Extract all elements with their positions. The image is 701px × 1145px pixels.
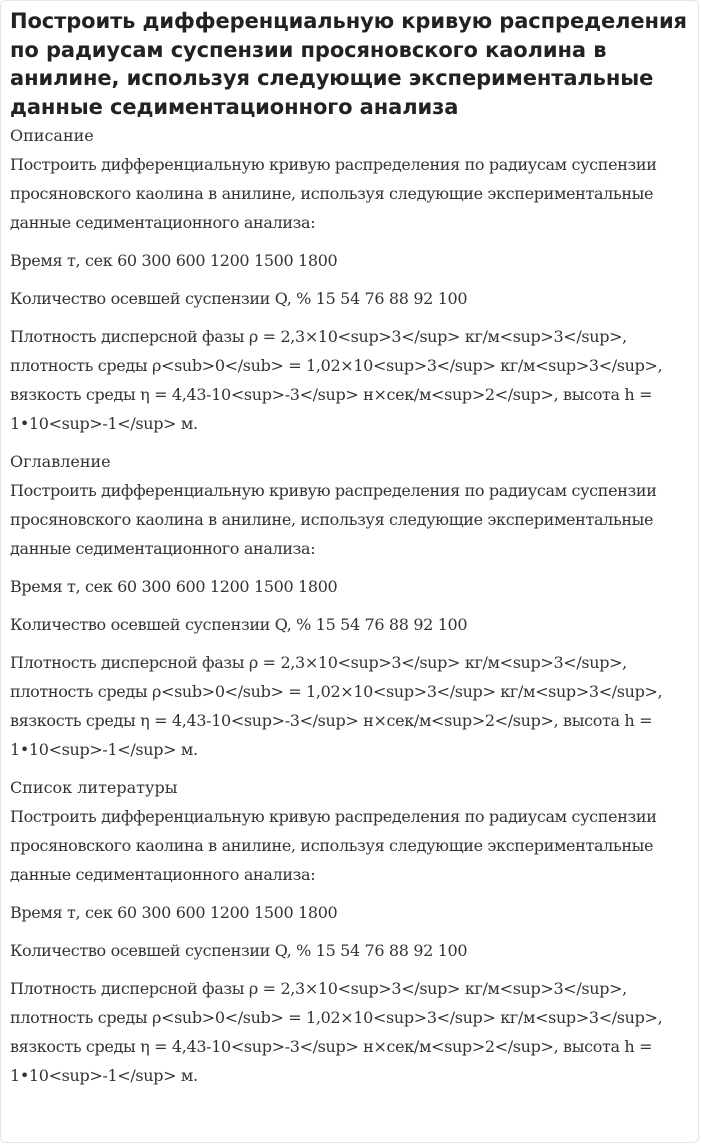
contents-paragraph-parameters: Плотность дисперсной фазы ρ = 2,3×10<sup>3</sup> кг/м<sup>3</sup>, плотность среды ρ<sub>0</sub> = 1,02×10<sup>3</sup> кг/м<sup>3</sup>, вязкость среды η = 4,43-10<sup>-3</sup> н×сек/м<sup>2</sup>, высота h = 1•10<sup>-1</sup> м.	[10, 653, 663, 759]
description-paragraph-quantity: Количество осевшей суспензии Q, % 15 54 76 88 92 100	[10, 289, 468, 308]
section-heading-description: Описание	[10, 126, 94, 145]
description-paragraph-time: Время т, сек 60 300 600 1200 1500 1800	[10, 251, 338, 270]
bibliography-paragraph-quantity: Количество осевшей суспензии Q, % 15 54 76 88 92 100	[10, 941, 468, 960]
section-heading-contents: Оглавление	[10, 452, 111, 471]
contents-paragraph-intro: Построить дифференциальную кривую распределения по радиусам суспензии просяновского каолина в анилине, используя следующие экспериментальные данные седиментационного анализа:	[10, 481, 657, 558]
page-title: Построить дифференциальную кривую распределения по радиусам суспензии просяновского каолина в анилине, используя следующие экспериментальные данные седиментационного анализа	[10, 9, 687, 119]
description-paragraph-intro: Построить дифференциальную кривую распределения по радиусам суспензии просяновского каолина в анилине, используя следующие экспериментальные данные седиментационного анализа:	[10, 155, 657, 232]
section-heading-bibliography: Список литературы	[10, 778, 178, 797]
contents-paragraph-quantity: Количество осевшей суспензии Q, % 15 54 76 88 92 100	[10, 615, 468, 634]
bibliography-paragraph-intro: Построить дифференциальную кривую распределения по радиусам суспензии просяновского каолина в анилине, используя следующие экспериментальные данные седиментационного анализа:	[10, 807, 657, 884]
bibliography-paragraph-parameters: Плотность дисперсной фазы ρ = 2,3×10<sup>3</sup> кг/м<sup>3</sup>, плотность среды ρ<sub>0</sub> = 1,02×10<sup>3</sup> кг/м<sup>3</sup>, вязкость среды η = 4,43-10<sup>-3</sup> н×сек/м<sup>2</sup>, высота h = 1•10<sup>-1</sup> м.	[10, 979, 663, 1085]
contents-paragraph-time: Время т, сек 60 300 600 1200 1500 1800	[10, 577, 338, 596]
bibliography-paragraph-time: Время т, сек 60 300 600 1200 1500 1800	[10, 903, 338, 922]
section-description	[10, 121, 690, 438]
description-paragraph-parameters: Плотность дисперсной фазы ρ = 2,3×10<sup>3</sup> кг/м<sup>3</sup>, плотность среды ρ<sub>0</sub> = 1,02×10<sup>3</sup> кг/м<sup>3</sup>, вязкость среды η = 4,43-10<sup>-3</sup> н×сек/м<sup>2</sup>, высота h = 1•10<sup>-1</sup> м.	[10, 327, 663, 433]
section-contents	[10, 447, 690, 764]
section-bibliography	[10, 773, 690, 1090]
